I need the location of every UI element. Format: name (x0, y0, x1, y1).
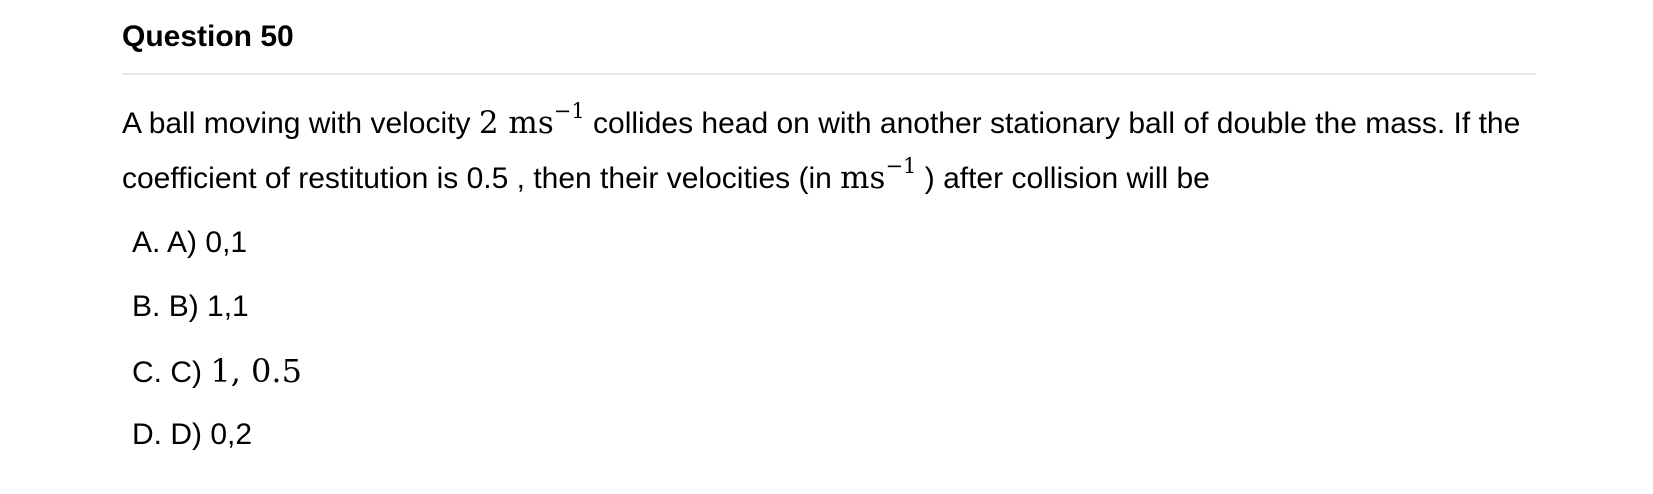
question-stem (122, 96, 1536, 206)
option-d[interactable] (132, 416, 302, 454)
answer-options (132, 224, 302, 480)
option-letter: D. (132, 418, 162, 451)
velocity-math (478, 98, 585, 141)
unit-text: ms (840, 160, 886, 196)
velocity-value: 2 (478, 105, 499, 141)
velocity-unit: ms (508, 105, 554, 141)
velocity-exponent: −1 (553, 98, 585, 123)
option-b[interactable] (132, 288, 302, 326)
stem-text-part2: collides head on with another stationary ball of double the mass. If the coefficient of restitution is 0.5 , then their velocities (in (122, 107, 1521, 195)
unit-math (840, 153, 917, 196)
option-text: A) 0,1 (167, 226, 248, 259)
question-title: Question 50 (122, 20, 294, 53)
option-letter: A. (132, 226, 161, 259)
option-letter: C. (132, 356, 162, 389)
option-text: B) 1,1 (168, 290, 249, 323)
option-a[interactable] (132, 224, 302, 262)
unit-exponent: −1 (885, 153, 917, 178)
option-c[interactable] (132, 352, 302, 390)
stem-text-part1: A ball moving with velocity (122, 107, 479, 140)
option-letter: B. (132, 290, 161, 323)
option-math: 1, 0.5 (210, 352, 302, 390)
stem-text-part3: ) after collision will be (916, 162, 1210, 195)
option-text: D) 0,2 (170, 418, 253, 451)
title-divider (122, 73, 1536, 75)
option-prefix: C) (170, 356, 211, 389)
